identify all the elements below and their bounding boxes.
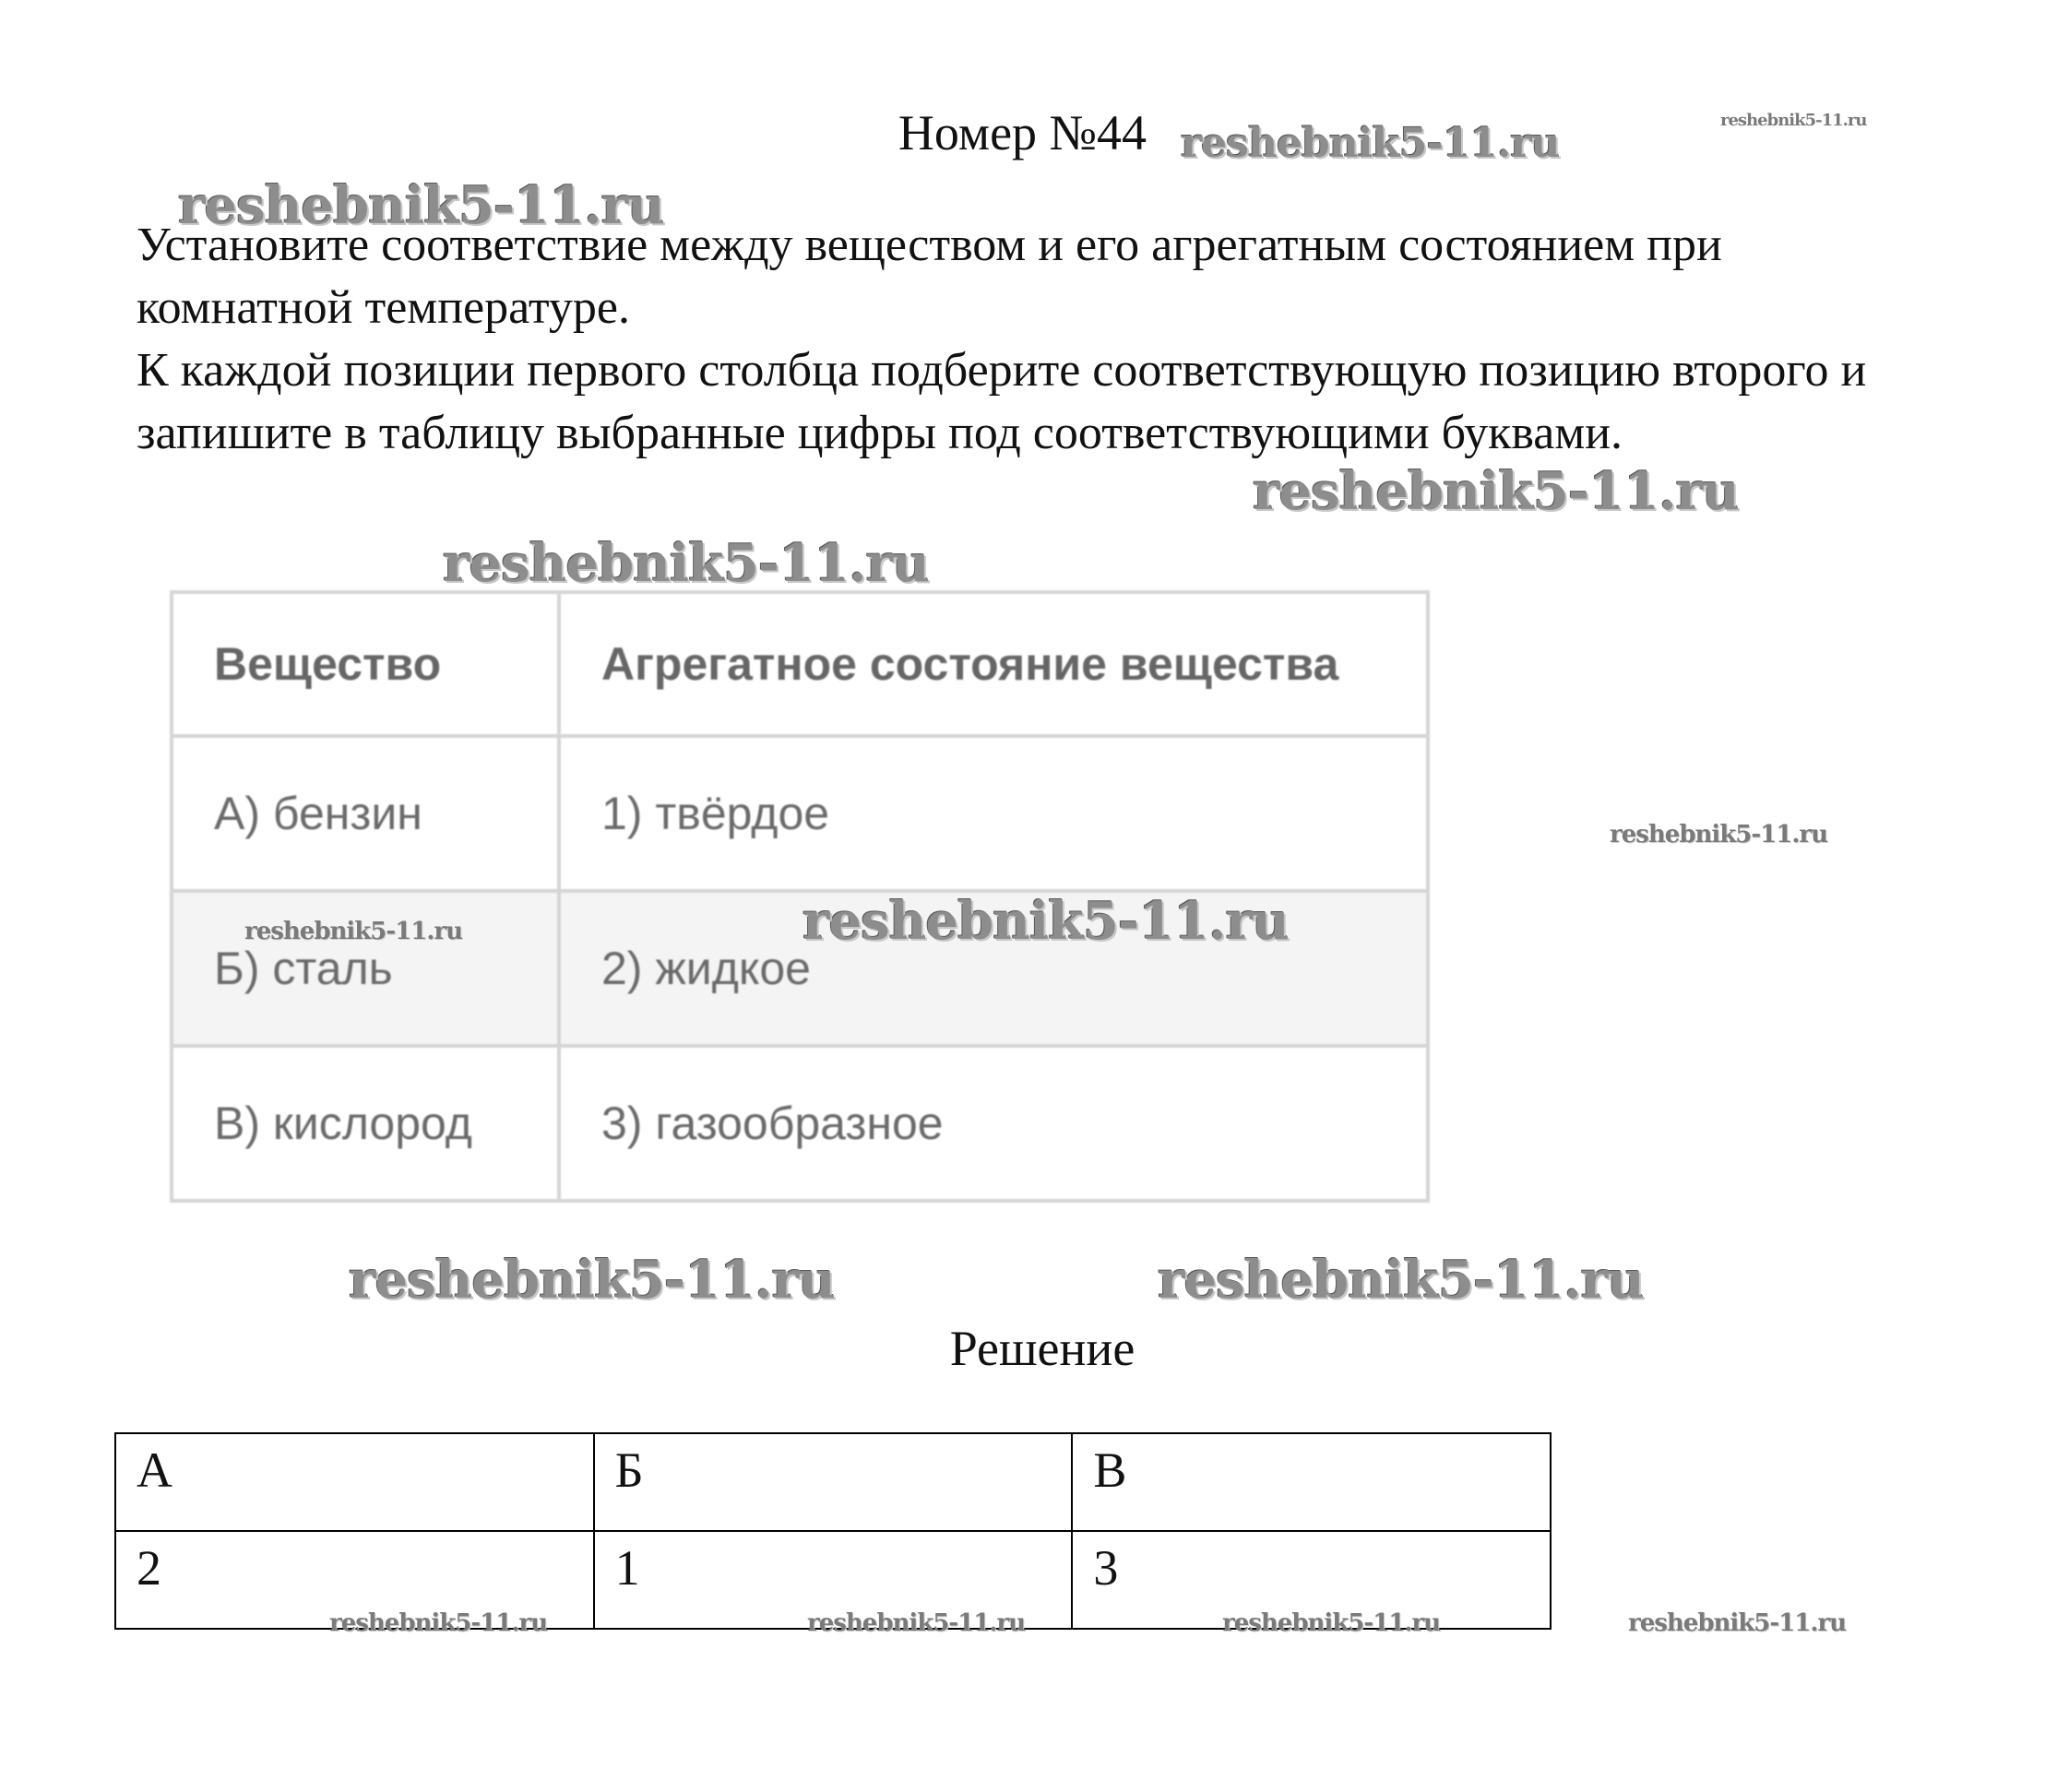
answer-value-cell: 3: [1072, 1531, 1551, 1629]
answer-letter-cell: В: [1072, 1433, 1551, 1531]
watermark: reshebnik5-11.ru: [443, 533, 929, 594]
question-table-header: [172, 592, 1428, 736]
answer-value-cell: 1: [594, 1531, 1073, 1629]
watermark: reshebnik5-11.ru: [244, 918, 463, 945]
state-cell: 3) газообразное: [559, 1046, 1428, 1201]
watermark: reshebnik5-11.ru: [178, 175, 664, 236]
watermark: reshebnik5-11.ru: [349, 1250, 835, 1311]
substance-cell: Б) сталь: [172, 891, 559, 1046]
table-row: [172, 736, 1428, 891]
substance-cell: В) кислород: [172, 1046, 559, 1201]
solution-label: Решение: [949, 1321, 1135, 1376]
answer-letter-cell: Б: [594, 1433, 1073, 1531]
watermark: reshebnik5-11.ru: [329, 1609, 548, 1637]
watermark: reshebnik5-11.ru: [1720, 111, 1867, 130]
answer-table: [114, 1432, 1552, 1630]
task-text: [137, 214, 1944, 465]
watermark: reshebnik5-11.ru: [1628, 1609, 1847, 1637]
table-row: [172, 1046, 1428, 1201]
header-state: Агрегатное состояние вещества: [559, 592, 1428, 736]
answer-letter-cell: А: [115, 1433, 594, 1531]
watermark: reshebnik5-11.ru: [1222, 1609, 1441, 1637]
task-paragraph-1: Установите соответствие между веществом и его агрегатным состоянием при комнатной температуре.: [137, 219, 1722, 334]
watermark: reshebnik5-11.ru: [1181, 120, 1560, 167]
page-title: Номер №44: [898, 105, 1147, 160]
answer-value-cell: 2: [115, 1531, 594, 1629]
substance-cell: А) бензин: [172, 736, 559, 891]
task-paragraph-2: К каждой позиции первого столбца подберите соответствующую позицию второго и запишите в таблицу выбранные цифры под соответствующими буквами.: [137, 344, 1867, 459]
answer-letters-row: [115, 1433, 1551, 1531]
watermark: reshebnik5-11.ru: [1610, 821, 1828, 849]
watermark: reshebnik5-11.ru: [803, 891, 1289, 952]
state-cell: 1) твёрдое: [559, 736, 1428, 891]
state-cell: 2) жидкое: [559, 891, 1428, 1046]
watermark: reshebnik5-11.ru: [1253, 461, 1739, 522]
watermark: reshebnik5-11.ru: [1158, 1250, 1644, 1311]
header-substance: Вещество: [172, 592, 559, 736]
watermark: reshebnik5-11.ru: [807, 1609, 1026, 1637]
